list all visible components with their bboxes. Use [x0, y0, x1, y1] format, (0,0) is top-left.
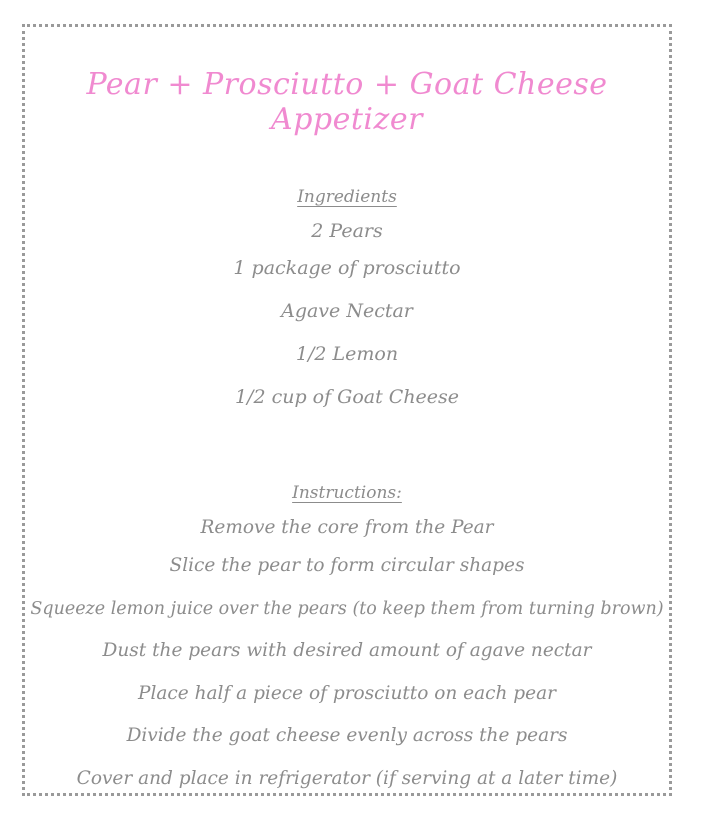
instructions-section	[25, 481, 669, 800]
ingredient-item: Agave Nectar	[281, 300, 413, 322]
ingredient-item: 1/2 Lemon	[295, 343, 399, 365]
recipe-title: Pear + Prosciutto + Goat Cheese Appetizer	[86, 67, 608, 137]
ingredients-list	[25, 215, 669, 419]
recipe-card	[22, 24, 672, 796]
ingredient-item: 1 package of prosciutto	[233, 257, 461, 279]
instruction-step: Dust the pears with desired amount of agave nectar	[102, 640, 592, 661]
instruction-step: Cover and place in refrigerator (if serving at a later time)	[76, 767, 618, 789]
ingredients-section	[25, 185, 669, 419]
instruction-step: Remove the core from the Pear	[200, 517, 494, 538]
instructions-heading: Instructions:	[292, 483, 402, 503]
ingredient-item: 1/2 cup of Goat Cheese	[234, 386, 460, 408]
instruction-step: Divide the goat cheese evenly across the pears	[126, 725, 568, 746]
instructions-list	[25, 511, 669, 800]
ingredient-item: 2 Pears	[311, 220, 383, 242]
instruction-step: Slice the pear to form circular shapes	[169, 555, 525, 576]
instruction-step: Squeeze lemon juice over the pears (to keep them from turning brown)	[30, 598, 664, 619]
instruction-step: Place half a piece of prosciutto on each pear	[138, 682, 556, 704]
ingredients-heading: Ingredients	[297, 187, 397, 207]
